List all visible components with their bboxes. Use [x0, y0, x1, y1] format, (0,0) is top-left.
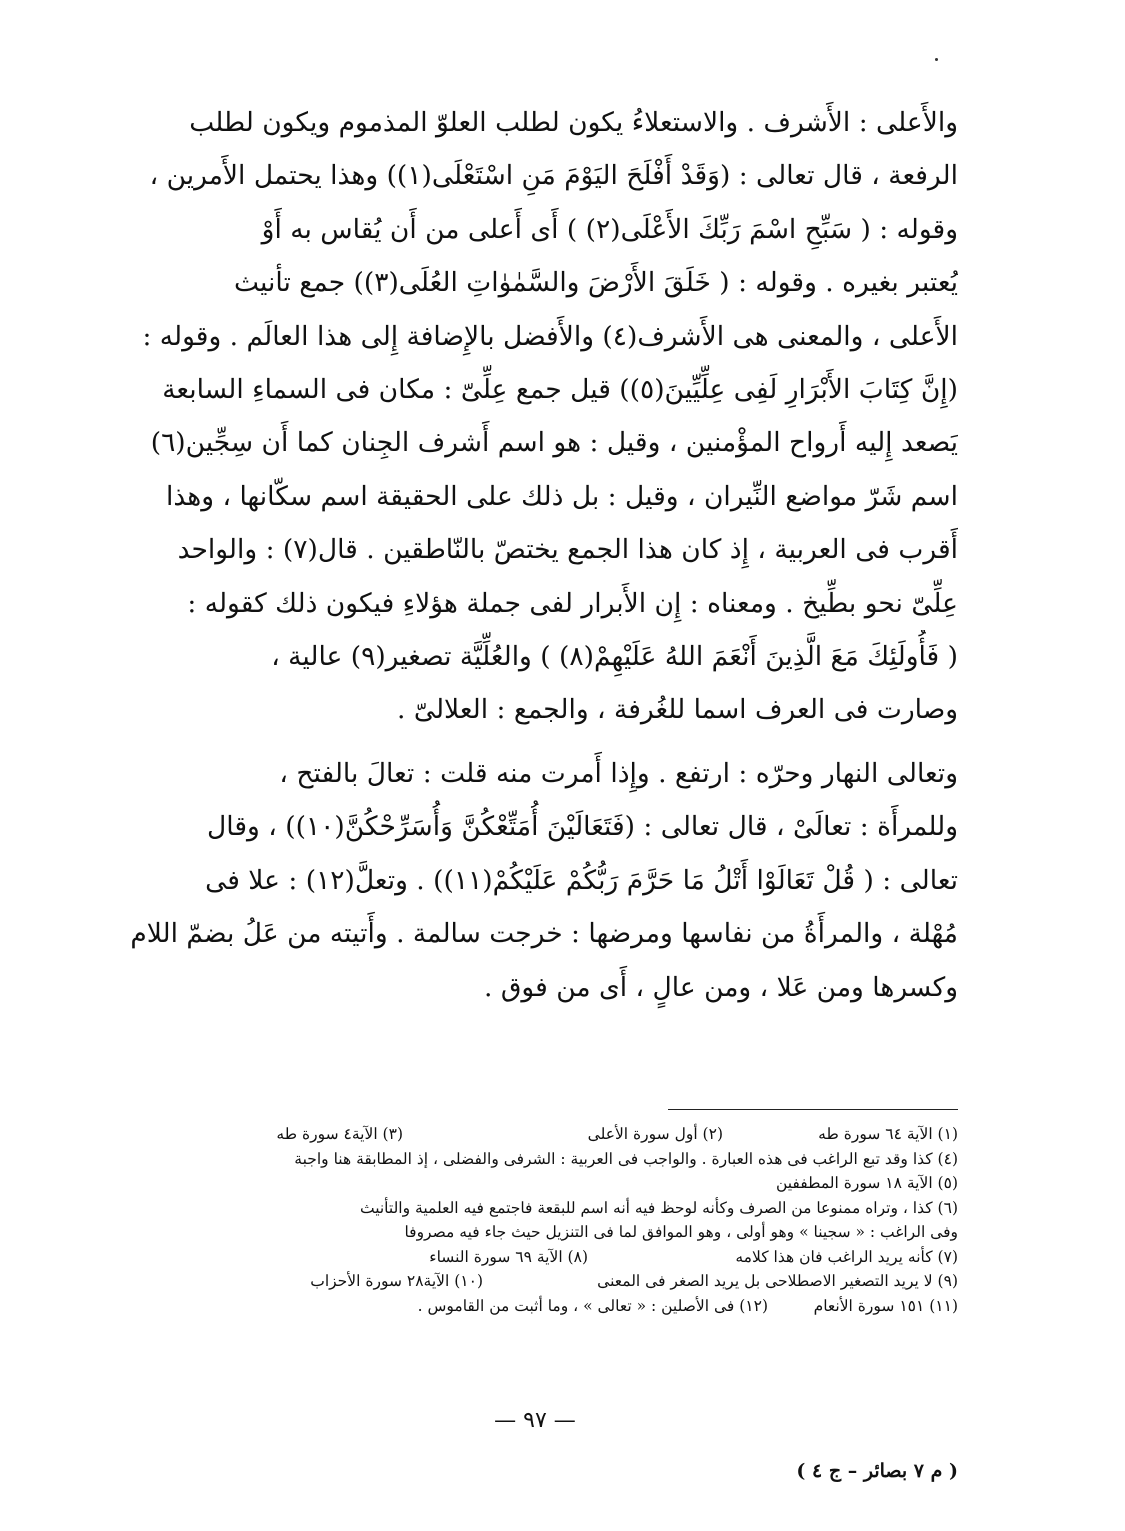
text-line: أَقرب فى العربية ، إِذ كان هذا الجمع يختصّ بالنّاطقين . قال(٧) : والواحد	[177, 534, 958, 566]
footnote-3: (٣) الآية٤ سورة طه	[276, 1125, 403, 1143]
printer-signature: ( م ٧ بصائر – ج ٤ )	[796, 1460, 958, 1482]
text-line: تعالى : ( قُلْ تَعَالَوْا أَتْلُ مَا حَرَّمَ رَبُّكُمْ عَلَيْكُمْ(١١)) . وتعلَّ(١٢) : علا فى	[205, 864, 958, 896]
text-line: الرفعة ، قال تعالى : (وَقَدْ أَفْلَحَ اليَوْمَ مَنِ اسْتَعْلَى(١)) وهذا يحتمل الأَمرين ،	[149, 160, 958, 192]
footnote-2: (٢) أول سورة الأعلى	[587, 1125, 723, 1143]
text-line: الأَعلى ، والمعنى هى الأَشرف(٤) والأَفضل بالإِضافة إِلى هذا العالَم . وقوله :	[142, 320, 958, 352]
text-line: والأَعلى : الأَشرف . والاستعلاءُ يكون لطلب العلوّ المذموم ويكون لطلب	[189, 107, 958, 138]
page-content	[112, 96, 958, 1516]
text-line: عِلِّىّ نحو بطِّيخ . ومعناه : إِن الأَبرار لفى جملة هؤلاءِ فيكون ذلك كقوله :	[187, 587, 958, 619]
text-line: يُعتبر بغيره . وقوله : ( خَلَقَ الأَرْضَ والسَّمٰوٰاتِ العُلَى(٣)) جمع تأنيث	[234, 267, 958, 299]
main-paragraph-1	[112, 96, 958, 737]
text-line: اسم شَرّ مواضع النِّيران ، وقيل : بل ذلك على الحقيقة اسم سكّانها ، وهذا	[166, 480, 958, 512]
main-paragraph-2	[112, 747, 958, 1014]
footnote-4: (٤) كذا وقد تبع الراغب فى هذه العبارة . والواجب فى العربية : الشرفى والفضلى ، إذ المطابقة هنا واجبة	[294, 1149, 958, 1168]
footnote-1: (١) الآية ٦٤ سورة طه	[818, 1125, 958, 1143]
footnote-10: (١٠) الآية٢٨ سورة الأحزاب	[310, 1272, 483, 1290]
text-line: وصارت فى العرف اسما للغُرفة ، والجمع : العلالىّ .	[397, 694, 958, 726]
text-line: وكسرها ومن عَلا ، ومن عالٍ ، أَى من فوق .	[484, 971, 958, 1003]
footnote-row	[112, 1294, 958, 1319]
footnote-8: (٨) الآية ٦٩ سورة النساء	[429, 1247, 588, 1266]
text-line: مُهْلة ، والمرأَةُ من نفاسها ومرضها : خرجت سالمة . وأَتيته من عَلُ بضمّ اللام	[130, 918, 958, 950]
footnote-5: (٥) الآية ١٨ سورة المطففين	[775, 1174, 958, 1192]
footnote-12: (١٢) فى الأصلين : « تعالى » ، وما أثبت من القاموس .	[417, 1296, 768, 1315]
footnote-7: (٧) كأنه يريد الراغب فان هذا كلامه	[735, 1247, 958, 1266]
footnotes	[112, 1122, 958, 1318]
text-line: (إِنَّ كِتَابَ الأَبْرَارِ لَفِى عِلِّيِّينَ(٥)) قيل جمع عِلِّىّ : مكان فى السماءِ السابعة	[162, 374, 958, 406]
footnote-11: (١١) ١٥١ سورة الأنعام	[813, 1296, 958, 1315]
footnote-6-continued: وفى الراغب : « سجينا » وهو أولى ، وهو الموافق لما فى التنزيل حيث جاء فيه مصروفا	[404, 1223, 958, 1241]
corner-speck	[935, 58, 938, 61]
footnote-9: (٩) لا يريد التصغير الاصطلاحى بل يريد الصغر فى المعنى	[597, 1272, 958, 1290]
text-line: يَصعد إِليه أَرواح المؤْمنين ، وقيل : هو اسم أَشرف الجِنان كما أَن سِجِّين(٦)	[150, 427, 958, 459]
footnote-row	[112, 1269, 958, 1294]
footnote-divider	[668, 1109, 958, 1110]
text-line: وتعالى النهار وحرّه : ارتفع . وإِذا أَمرت منه قلت : تعالَ بالفتح ،	[279, 757, 958, 789]
text-line: وقوله : ( سَبِّحِ اسْمَ رَبِّكَ الأَعْلَى(٢) ) أَى أَعلى من أَن يُقاس به أَوْ	[261, 213, 958, 245]
text-line: ( فَأُولَئِكَ مَعَ الَّذِينَ أَنْعَمَ اللهُ عَلَيْهِمْ(٨) ) والعُلِّيَّة تصغير(٩) عالية ،	[271, 641, 958, 673]
page-number: — ٩٧ —	[494, 1408, 576, 1433]
footnote-row	[112, 1122, 958, 1147]
footnote-row	[112, 1245, 958, 1270]
footnote-6: (٦) كذا ، وتراه ممنوعا من الصرف وكأنه لوحظ فيه أنه اسم للبقعة فاجتمع فيه العلمية والتأنيث	[359, 1198, 958, 1217]
text-line: وللمرأَة : تعالَىْ ، قال تعالى : (فَتَعَالَيْنَ أُمَتِّعْكُنَّ وَأُسَرِّحْكُنَّ(١٠)) ، وقال	[207, 811, 958, 843]
